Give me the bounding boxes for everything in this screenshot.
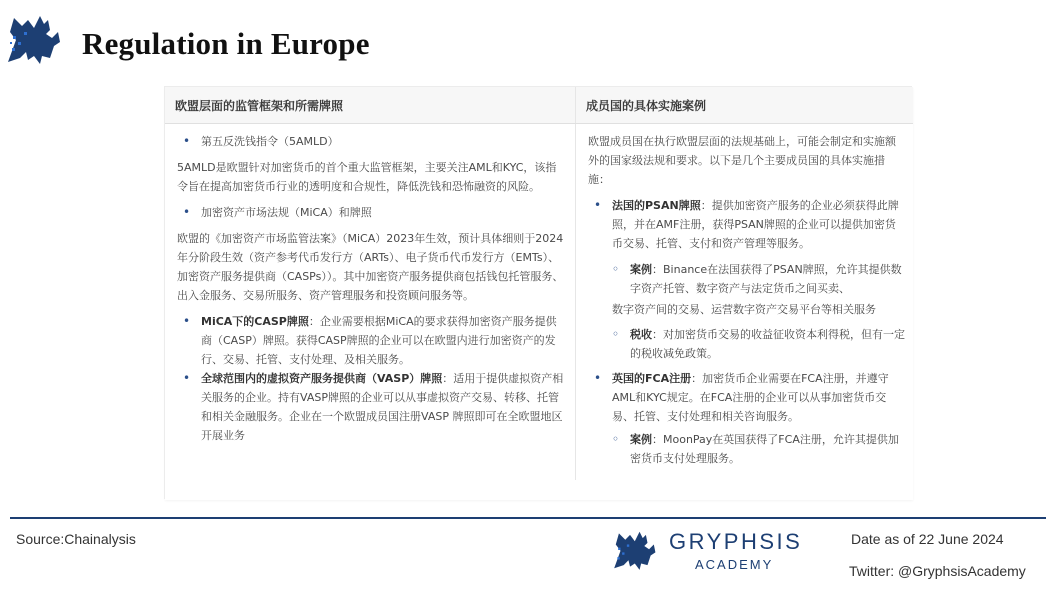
column-header-member-states: 成员国的具体实施案例 — [576, 87, 914, 124]
france-psan-label: 法国的PSAN牌照 — [612, 199, 701, 212]
vasp-license-bullet — [177, 369, 567, 445]
brand-subtitle: ACADEMY — [695, 557, 774, 572]
tax-label: 税收 — [630, 328, 652, 341]
member-states-intro: 欧盟成员国在执行欧盟层面的法规基础上，可能会制定和实施额外的国家级法规和要求。以下是几个主要成员国的具体实施措施： — [588, 135, 896, 186]
tax-text: ：对加密货币交易的收益征收资本利得税，但有一定的税收减免政策。 — [630, 328, 905, 360]
twitter-handle: Twitter: @GryphsisAcademy — [849, 563, 1026, 579]
binance-case-text: ：Binance在法国获得了PSAN牌照，允许其提供数字资产托管、数字资产与法定货币之间买卖、 — [630, 263, 902, 295]
regulation-table — [165, 87, 913, 500]
casp-license-bullet — [177, 312, 567, 369]
uk-fca-bullet — [588, 369, 905, 426]
brand-name: GRYPHSIS — [669, 529, 803, 554]
gryphon-logo-icon — [4, 12, 62, 66]
binance-case-continued: 数字资产间的交易、运营数字资产交易平台等相关服务 — [612, 303, 876, 316]
binance-case-bullet — [588, 260, 905, 298]
binance-case-label: 案例 — [630, 263, 652, 276]
moonpay-case-bullet — [588, 430, 905, 468]
vasp-license-text: ：适用于提供虚拟资产相关服务的企业。持有VASP牌照的企业可以从事虚拟资产交易、转移、托管和相关金融服务。企业在一个欧盟成员国注册VASP 牌照即可在全欧盟地区开展业务 — [201, 372, 564, 442]
mica-bullet: • 加密资产市场法规（MiCA）和牌照 — [177, 203, 567, 222]
france-psan-bullet — [588, 196, 905, 253]
page-title: Regulation in Europe — [82, 26, 370, 61]
mica-description: 欧盟的《加密资产市场监管法案》（MiCA）2023年生效，预计具体细则于2024年分阶段生效（资产参考代币发行方（ARTs）、电子货币代币发行方（EMTs）、加密资产服务提供商（CASPs））。其中加密资产服务提供商包括钱包托管服务、出入金服务、交易所服务、资产管理服务和投资顾问服务等。 — [177, 232, 564, 302]
amld-bullet: • 第五反洗钱指令（5AMLD） — [177, 132, 567, 151]
uk-fca-text: ：加密货币企业需要在FCA注册，并遵守AML和KYC规定。在FCA注册的企业可以从事加密货币交易、托管、支付处理和相关咨询服务。 — [612, 372, 889, 423]
amld-description: 5AMLD是欧盟针对加密货币的首个重大监管框架，主要关注AML和KYC，该指令旨在提高加密货币行业的透明度和合规性，降低洗钱和恐怖融资的风险。 — [177, 161, 557, 193]
france-psan-text: ：提供加密资产服务的企业必须获得此牌照，并在AMF注册，获得PSAN牌照的企业可以提供加密货币交易、托管、支付和资产管理等服务。 — [612, 199, 899, 250]
eu-framework-cell — [165, 124, 576, 481]
moonpay-case-text: ：MoonPay在英国获得了FCA注册，允许其提供加密货币支付处理服务。 — [630, 433, 899, 465]
casp-license-label: MiCA下的CASP牌照 — [201, 315, 309, 328]
gryphon-footer-icon — [611, 528, 657, 572]
vasp-license-label: 全球范围内的虚拟资产服务提供商（VASP）牌照 — [201, 372, 443, 385]
source-label: Source:Chainalysis — [16, 531, 136, 547]
column-header-eu-framework: 欧盟层面的监管框架和所需牌照 — [165, 87, 576, 124]
casp-license-text: ：企业需要根据MiCA的要求获得加密资产服务提供商（CASP）牌照。获得CASP牌照的企业可以在欧盟内进行加密资产的发行、交易、托管、支付处理、及相关服务。 — [201, 315, 557, 366]
date-label: Date as of 22 June 2024 — [851, 531, 1004, 547]
member-states-cell — [576, 124, 914, 481]
tax-bullet — [588, 325, 905, 363]
moonpay-case-label: 案例 — [630, 433, 652, 446]
uk-fca-label: 英国的FCA注册 — [612, 372, 692, 385]
footer-divider — [10, 517, 1046, 519]
